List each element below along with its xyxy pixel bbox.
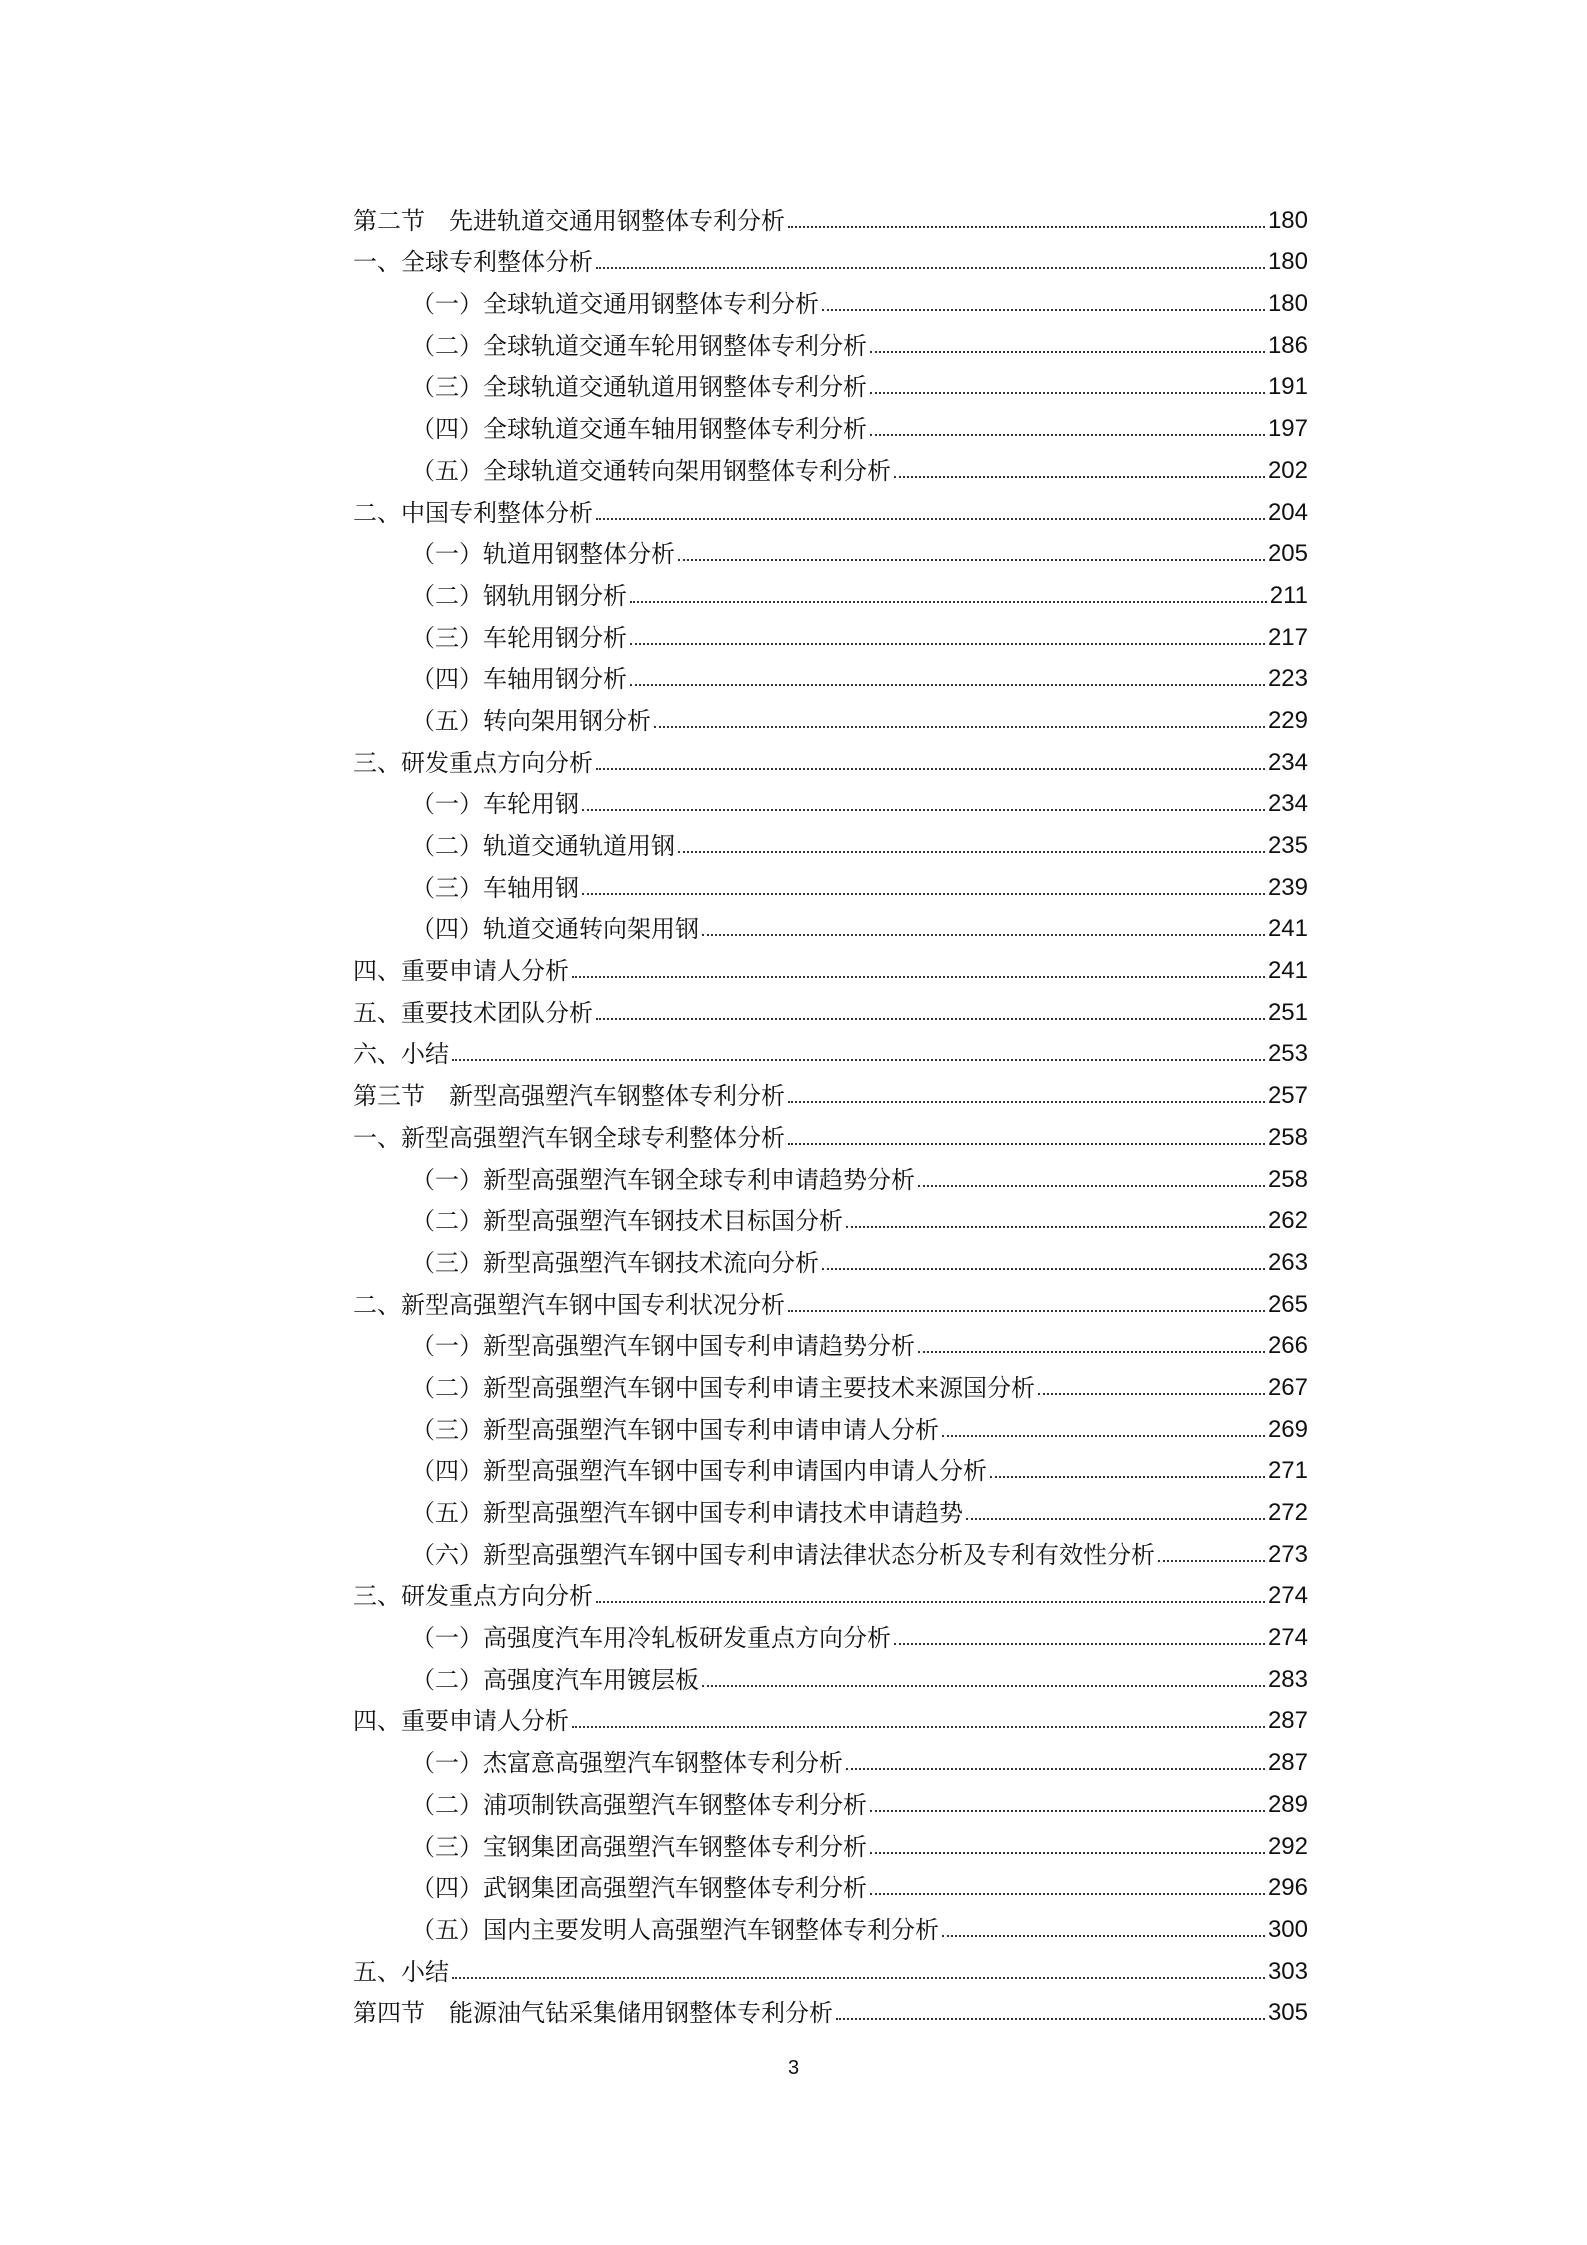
toc-dot-leader [788, 1143, 1265, 1145]
toc-entry-title: （三）全球轨道交通轨道用钢整体专利分析 [411, 373, 867, 402]
toc-dot-leader [942, 1435, 1265, 1437]
toc-entry-title: 四、重要申请人分析 [353, 957, 569, 986]
toc-dot-leader [894, 1643, 1265, 1645]
toc-entry[interactable] [353, 1026, 1308, 1068]
toc-entry-title: （二）轨道交通轨道用钢 [411, 832, 675, 860]
toc-entry-title: 第二节 先进轨道交通用钢整体专利分析 [353, 206, 785, 235]
toc-entry-page-number: 197 [1267, 415, 1308, 443]
toc-entry[interactable] [353, 1484, 1308, 1526]
toc-dot-leader [788, 226, 1265, 228]
toc-entry[interactable] [353, 275, 1308, 317]
toc-entry[interactable] [353, 859, 1308, 901]
toc-entry-title: （一）全球轨道交通用钢整体专利分析 [411, 290, 819, 319]
toc-entry-title: （四）全球轨道交通车轴用钢整体专利分析 [411, 415, 867, 444]
toc-dot-leader [654, 726, 1265, 728]
toc-entry[interactable] [353, 567, 1308, 609]
toc-entry-page-number: 217 [1267, 623, 1308, 651]
toc-entry-title: 五、重要技术团队分析 [353, 998, 593, 1027]
toc-dot-leader [788, 1310, 1265, 1312]
toc-entry-title: （一）新型高强塑汽车钢全球专利申请趋势分析 [411, 1165, 915, 1194]
toc-entry-title: 四、重要申请人分析 [353, 1707, 569, 1736]
toc-entry[interactable] [353, 1276, 1308, 1318]
toc-dot-leader [572, 976, 1265, 978]
toc-entry[interactable] [353, 901, 1308, 943]
toc-dot-leader [990, 1476, 1265, 1478]
toc-dot-leader [1158, 1560, 1265, 1562]
toc-entry[interactable] [353, 817, 1308, 859]
toc-entry-title: （三）车轴用钢 [411, 873, 579, 902]
toc-entry[interactable] [353, 984, 1308, 1026]
toc-entry[interactable] [353, 609, 1308, 651]
toc-dot-leader [630, 684, 1265, 686]
toc-dot-leader [596, 518, 1265, 520]
toc-dot-leader [596, 1601, 1265, 1603]
toc-entry-title: 五、小结 [353, 1957, 449, 1986]
toc-entry[interactable] [353, 1818, 1308, 1860]
toc-dot-leader [846, 1226, 1265, 1228]
toc-dot-leader [702, 934, 1265, 936]
toc-entry-page-number: 296 [1267, 1874, 1308, 1902]
toc-entry-page-number: 235 [1267, 832, 1308, 859]
toc-entry-page-number: 186 [1267, 331, 1308, 359]
toc-dot-leader [596, 768, 1265, 770]
toc-entry-title: （二）浦项制铁高强塑汽车钢整体专利分析 [411, 1790, 867, 1819]
toc-dot-leader [942, 1935, 1265, 1937]
toc-entry-page-number: 257 [1267, 1082, 1308, 1110]
toc-entry-title: （二）高强度汽车用镀层板 [411, 1665, 699, 1694]
toc-dot-leader [822, 309, 1265, 311]
toc-entry-title: 六、小结 [353, 1040, 449, 1069]
toc-entry-page-number: 258 [1267, 1123, 1308, 1151]
toc-dot-leader [894, 476, 1265, 478]
toc-dot-leader [788, 1101, 1265, 1103]
toc-entry-title: 一、全球专利整体分析 [353, 248, 593, 277]
toc-entry[interactable] [353, 1901, 1308, 1943]
toc-dot-leader [630, 643, 1265, 645]
toc-entry-page-number: 202 [1267, 456, 1308, 484]
toc-dot-leader [870, 434, 1265, 436]
toc-entry-title: 三、研发重点方向分析 [353, 1582, 593, 1611]
toc-entry[interactable] [353, 1734, 1308, 1776]
toc-entry-page-number: 292 [1267, 1832, 1308, 1860]
toc-entry-page-number: 211 [1269, 581, 1308, 609]
page-number: 3 [787, 2057, 800, 2079]
toc-entry-page-number: 241 [1267, 957, 1308, 985]
toc-dot-leader [870, 392, 1265, 394]
toc-entry-page-number: 229 [1267, 706, 1308, 734]
toc-entry-page-number: 274 [1267, 1624, 1308, 1652]
toc-entry-title: （三）车轮用钢分析 [411, 623, 627, 652]
toc-entry-title: （六）新型高强塑汽车钢中国专利申请法律状态分析及专利有效性分析 [411, 1540, 1155, 1569]
toc-dot-leader [582, 809, 1265, 811]
toc-dot-leader [596, 1018, 1265, 1020]
toc-entry[interactable] [353, 1193, 1308, 1235]
toc-entry-page-number: 289 [1267, 1790, 1308, 1818]
toc-entry-page-number: 274 [1267, 1582, 1308, 1610]
toc-dot-leader [452, 1977, 1265, 1979]
toc-entry[interactable] [353, 692, 1308, 734]
toc-entry[interactable] [353, 1568, 1308, 1610]
toc-entry-title: （四）轨道交通转向架用钢 [411, 915, 699, 944]
toc-entry-title: （一）新型高强塑汽车钢中国专利申请趋势分析 [411, 1332, 915, 1361]
toc-entry-page-number: 283 [1267, 1665, 1308, 1693]
toc-entry-title: （五）新型高强塑汽车钢中国专利申请技术申请趋势 [411, 1499, 963, 1527]
toc-entry-page-number: 272 [1267, 1499, 1308, 1526]
toc-entry-page-number: 205 [1267, 540, 1308, 568]
toc-entry[interactable] [353, 1609, 1308, 1651]
toc-entry[interactable] [353, 359, 1308, 401]
toc-dot-leader [582, 893, 1265, 895]
toc-dot-leader [822, 1268, 1265, 1270]
toc-entry-title: 三、研发重点方向分析 [353, 748, 593, 777]
toc-entry-page-number: 180 [1267, 290, 1308, 318]
toc-entry[interactable] [353, 234, 1308, 276]
toc-dot-leader [846, 1768, 1265, 1770]
toc-entry-page-number: 241 [1267, 915, 1308, 943]
toc-dot-leader [966, 1518, 1265, 1520]
toc-entry-page-number: 265 [1267, 1290, 1308, 1318]
toc-entry-page-number: 234 [1267, 790, 1308, 818]
toc-entry-title: （四）车轴用钢分析 [411, 665, 627, 694]
toc-entry-title: （三）宝钢集团高强塑汽车钢整体专利分析 [411, 1832, 867, 1861]
toc-entry[interactable] [353, 1359, 1308, 1401]
toc-entry[interactable] [353, 1151, 1308, 1193]
toc-entry-title: （一）车轮用钢 [411, 790, 579, 819]
toc-dot-leader [870, 1810, 1265, 1812]
toc-entry[interactable] [353, 1526, 1308, 1568]
toc-entry-page-number: 303 [1267, 1957, 1308, 1985]
toc-entry[interactable] [353, 442, 1308, 484]
toc-entry[interactable] [353, 400, 1308, 442]
toc-entry-page-number: 287 [1267, 1749, 1308, 1777]
toc-dot-leader [678, 851, 1265, 853]
toc-entry-page-number: 253 [1267, 1040, 1308, 1068]
toc-dot-leader [596, 267, 1265, 269]
toc-entry[interactable] [353, 1860, 1308, 1902]
toc-entry-title: 第三节 新型高强塑汽车钢整体专利分析 [353, 1082, 785, 1111]
toc-entry[interactable] [353, 776, 1308, 818]
toc-entry-page-number: 180 [1267, 248, 1308, 276]
toc-dot-leader [870, 351, 1265, 353]
toc-entry-page-number: 300 [1267, 1915, 1308, 1943]
toc-entry[interactable] [353, 526, 1308, 568]
toc-dot-leader [918, 1185, 1265, 1187]
toc-entry-page-number: 305 [1267, 1999, 1308, 2027]
toc-entry-title: （四）新型高强塑汽车钢中国专利申请国内申请人分析 [411, 1457, 987, 1486]
toc-entry-page-number: 239 [1267, 873, 1308, 901]
toc-entry-page-number: 223 [1267, 665, 1308, 693]
toc-dot-leader [836, 2018, 1265, 2020]
toc-entry[interactable] [353, 734, 1308, 776]
toc-dot-leader [702, 1685, 1265, 1687]
toc-entry-title: （一）高强度汽车用冷轧板研发重点方向分析 [411, 1624, 891, 1653]
toc-entry[interactable] [353, 1443, 1308, 1485]
toc-entry-title: （二）新型高强塑汽车钢技术目标国分析 [411, 1207, 843, 1236]
toc-entry-title: （五）转向架用钢分析 [411, 706, 651, 735]
toc-entry[interactable] [353, 1693, 1308, 1735]
toc-entry[interactable] [353, 1651, 1308, 1693]
toc-entry-page-number: 273 [1267, 1540, 1308, 1568]
toc-entry-page-number: 251 [1267, 998, 1308, 1026]
toc-dot-leader [918, 1351, 1265, 1353]
toc-entry-page-number: 271 [1267, 1457, 1308, 1485]
toc-entry-title: 一、新型高强塑汽车钢全球专利整体分析 [353, 1123, 785, 1152]
toc-entry[interactable] [353, 651, 1308, 693]
toc-entry-title: 第四节 能源油气钻采集储用钢整体专利分析 [353, 1999, 833, 2028]
toc-entry-title: （五）国内主要发明人高强塑汽车钢整体专利分析 [411, 1915, 939, 1944]
toc-entry-title: （一）杰富意高强塑汽车钢整体专利分析 [411, 1749, 843, 1778]
toc-entry[interactable] [353, 942, 1308, 984]
toc-entry-page-number: 269 [1267, 1415, 1308, 1443]
toc-entry-title: （三）新型高强塑汽车钢中国专利申请申请人分析 [411, 1415, 939, 1444]
toc-dot-leader [630, 601, 1267, 603]
toc-entry-page-number: 262 [1267, 1207, 1308, 1235]
toc-entry-title: （二）钢轨用钢分析 [411, 581, 627, 610]
toc-dot-leader [452, 1059, 1265, 1061]
toc-dot-leader [870, 1852, 1265, 1854]
toc-entry-page-number: 266 [1267, 1332, 1308, 1360]
toc-dot-leader [870, 1893, 1265, 1895]
toc-dot-leader [678, 559, 1265, 561]
toc-dot-leader [1038, 1393, 1265, 1395]
toc-entry[interactable] [353, 1776, 1308, 1818]
toc-entry-title: （四）武钢集团高强塑汽车钢整体专利分析 [411, 1874, 867, 1903]
toc-entry[interactable] [353, 1109, 1308, 1151]
toc-entry[interactable] [353, 1943, 1308, 1985]
table-of-contents [353, 192, 1308, 2026]
toc-entry-title: （三）新型高强塑汽车钢技术流向分析 [411, 1248, 819, 1277]
toc-entry-title: （一）轨道用钢整体分析 [411, 540, 675, 569]
toc-entry[interactable] [353, 1401, 1308, 1443]
toc-entry-title: （二）新型高强塑汽车钢中国专利申请主要技术来源国分析 [411, 1373, 1035, 1402]
toc-entry[interactable] [353, 1985, 1308, 2027]
toc-entry-page-number: 258 [1267, 1165, 1308, 1193]
toc-entry[interactable] [353, 1234, 1308, 1276]
toc-entry[interactable] [353, 484, 1308, 526]
toc-entry-title: 二、中国专利整体分析 [353, 498, 593, 527]
toc-entry-title: （二）全球轨道交通车轮用钢整体专利分析 [411, 331, 867, 360]
toc-entry-title: 二、新型高强塑汽车钢中国专利状况分析 [353, 1290, 785, 1319]
toc-entry[interactable] [353, 192, 1308, 234]
toc-entry-title: （五）全球轨道交通转向架用钢整体专利分析 [411, 456, 891, 485]
toc-entry[interactable] [353, 317, 1308, 359]
toc-entry[interactable] [353, 1318, 1308, 1360]
toc-entry-page-number: 180 [1267, 206, 1308, 234]
toc-entry-page-number: 287 [1267, 1707, 1308, 1735]
toc-entry-page-number: 204 [1267, 498, 1308, 526]
toc-entry[interactable] [353, 1067, 1308, 1109]
toc-entry-page-number: 263 [1267, 1248, 1308, 1276]
toc-entry-page-number: 191 [1267, 373, 1308, 401]
toc-entry-page-number: 267 [1267, 1373, 1308, 1401]
toc-dot-leader [572, 1726, 1265, 1728]
toc-entry-page-number: 234 [1267, 748, 1308, 776]
